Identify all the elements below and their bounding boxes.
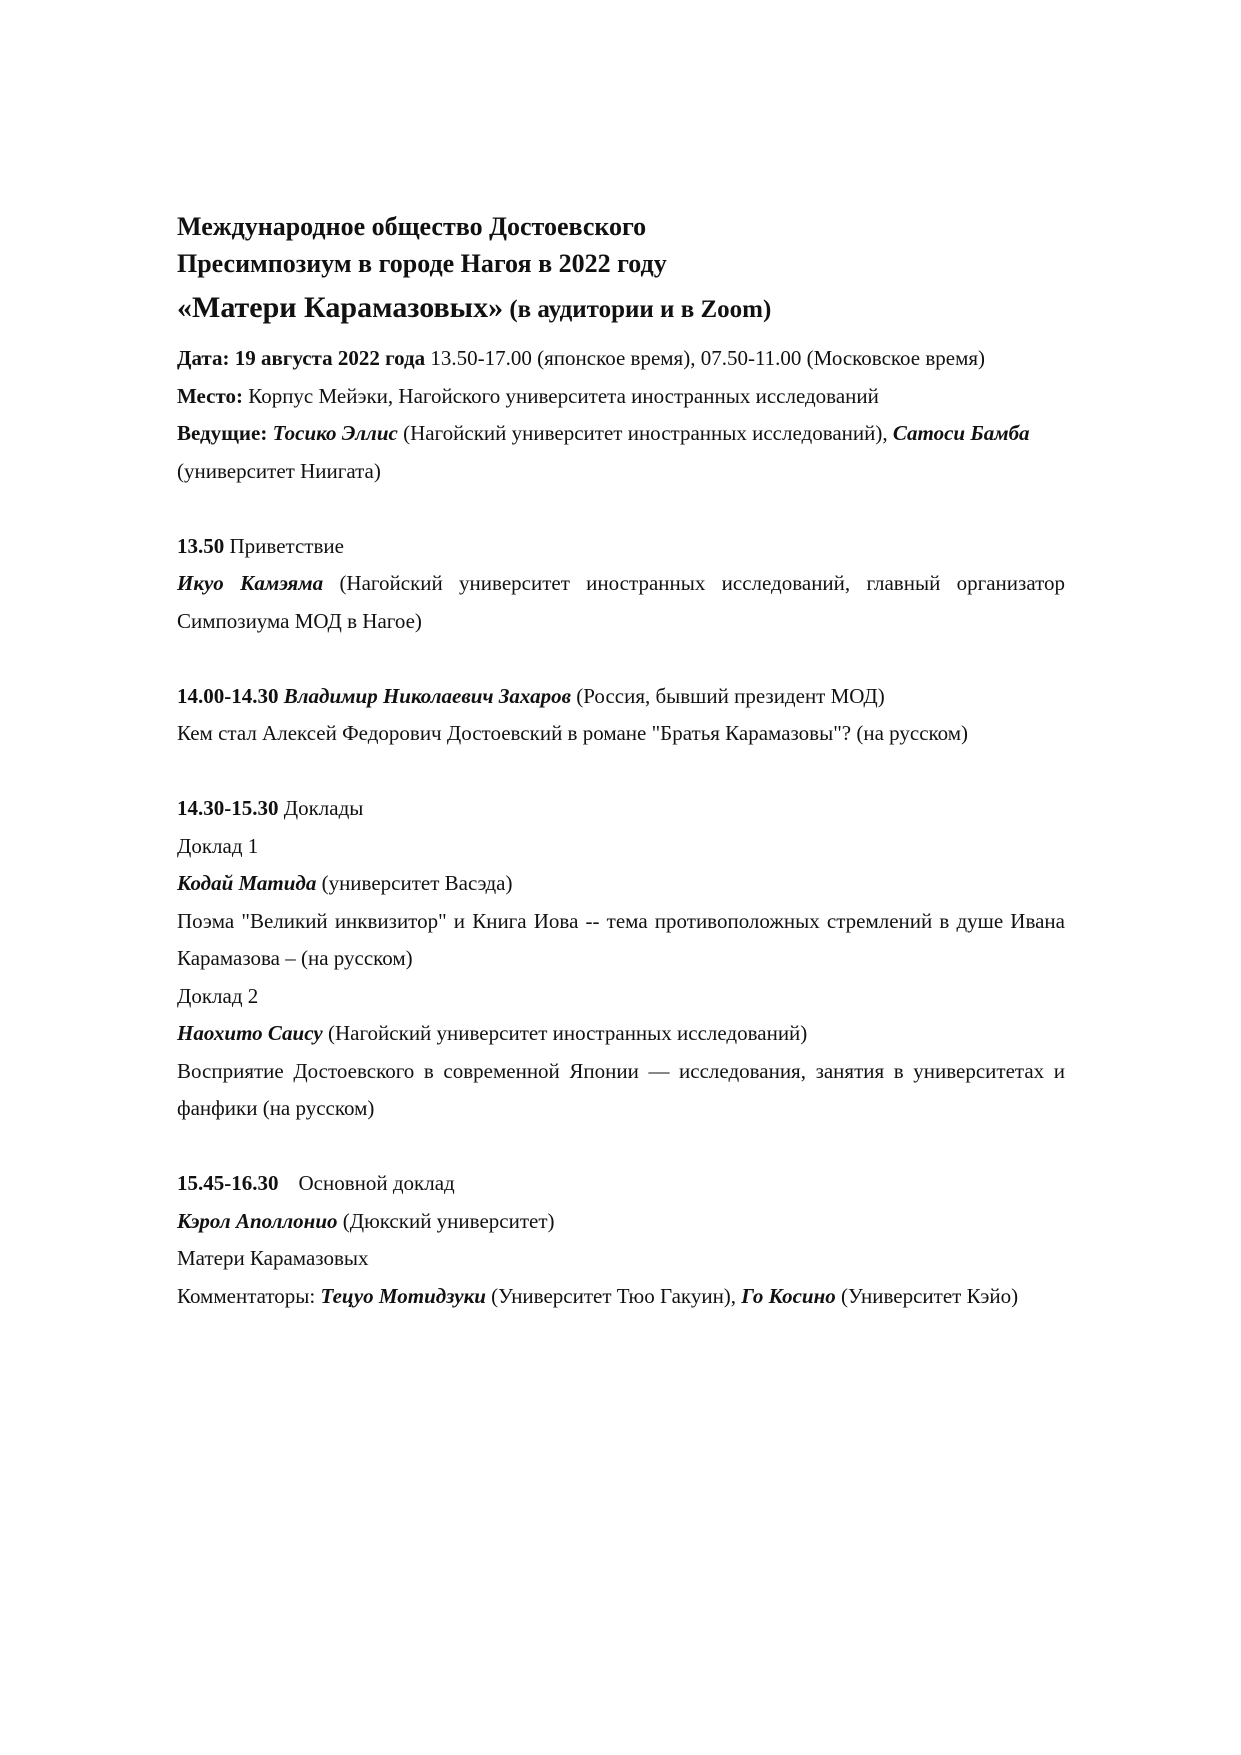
speaker-name: Икуо Камэяма <box>177 571 324 595</box>
talk-title: Матери Карамазовых <box>177 1246 369 1270</box>
spacer <box>177 490 1065 528</box>
commentators-label: Комментаторы: <box>177 1283 321 1308</box>
spacer <box>177 640 1065 678</box>
date-line <box>177 340 1065 378</box>
speaker-name: Владимир Николаевич Захаров <box>283 683 572 708</box>
document-page <box>177 208 1065 1315</box>
speaker-line <box>177 565 1065 640</box>
speaker-name: Кодай Матида <box>177 871 317 895</box>
program-session-welcome <box>177 528 1065 641</box>
program-session-keynote <box>177 1165 1065 1315</box>
event-title-main: «Матери Карамазовых» <box>177 291 504 324</box>
society-heading: Международное общество Достоевского <box>177 212 647 241</box>
report-label: Доклад 2 <box>177 983 259 1008</box>
report-label: Доклад 1 <box>177 833 259 858</box>
talk-title: Восприятие Достоевского в современной Японии — исследования, занятия в университетах и фанфики (на русском) <box>177 1058 1065 1120</box>
place-value: Корпус Мейэки, Нагойского университета иностранных исследований <box>242 383 879 408</box>
session-time: 14.00-14.30 <box>177 683 279 708</box>
program-session-reports <box>177 790 1065 1128</box>
session-heading <box>177 790 1065 828</box>
host-name: Сатоси Бамба <box>892 421 1030 445</box>
session-title: Доклады <box>278 796 364 820</box>
talk-title: Кем стал Алексей Федорович Достоевский в романе "Братья Карамазовы"? (на русском) <box>177 721 969 745</box>
host-affiliation-line: (университет Ниигата) <box>177 458 381 483</box>
commentator-name: Тецуо Мотидзуки <box>320 1283 486 1308</box>
spacer <box>177 1128 1065 1166</box>
hosts-line <box>177 415 1065 453</box>
speaker-affiliation: (университет Васэда) <box>316 871 513 895</box>
commentators-line <box>177 1278 1065 1316</box>
speaker-name: Наохито Саису <box>177 1021 323 1045</box>
host-name: Тосико Эллис <box>272 421 398 445</box>
speaker-name: Кэрол Аполлонио <box>177 1208 338 1233</box>
place-label: Место: <box>177 383 243 408</box>
talk-title: Поэма "Великий инквизитор" и Книга Иова -- тема противоположных стремлений в душе Ивана Карамазова – (на русском) <box>177 908 1065 970</box>
spacer <box>177 753 1065 791</box>
session-title: Основной доклад <box>298 1171 455 1195</box>
session-heading <box>177 678 1065 716</box>
speaker-affiliation: (Нагойский университет иностранных исследований) <box>322 1021 808 1045</box>
event-title-sub: (в аудитории и в Zoom) <box>503 296 772 323</box>
session-time: 15.45-16.30 <box>177 1171 279 1195</box>
host-affiliation: (Нагойский университет иностранных исследований), <box>397 421 893 445</box>
session-time: 14.30-15.30 <box>177 796 279 820</box>
session-heading <box>177 528 1065 566</box>
speaker-line <box>177 1203 1065 1241</box>
presymposium-heading: Пресимпозиум в городе Нагоя в 2022 году <box>177 249 667 278</box>
speaker-affiliation: (Нагойский университет иностранных исследований, главный организатор Симпозиума МОД в Нагое) <box>177 571 1065 633</box>
commentator-affiliation: (Университет Кэйо) <box>835 1283 1019 1308</box>
commentator-affiliation: (Университет Тюо Гакуин), <box>485 1283 742 1308</box>
place-line <box>177 378 1065 416</box>
session-time: 13.50 <box>177 533 225 558</box>
speaker-affiliation: (Россия, бывший президент МОД) <box>571 683 885 708</box>
speaker-line <box>177 1015 1065 1053</box>
event-title <box>177 288 1065 330</box>
commentator-name: Го Косино <box>741 1283 836 1308</box>
speaker-line <box>177 865 1065 903</box>
hosts-label: Ведущие: <box>177 421 268 445</box>
session-title: Приветствие <box>224 533 344 558</box>
session-heading <box>177 1165 1065 1203</box>
program-session-plenary <box>177 678 1065 753</box>
date-label: Дата: 19 августа 2022 года <box>177 346 426 370</box>
speaker-affiliation: (Дюкский университет) <box>337 1208 555 1233</box>
date-value: 13.50-17.00 (японское время), 07.50-11.00 (Московское время) <box>425 346 986 370</box>
